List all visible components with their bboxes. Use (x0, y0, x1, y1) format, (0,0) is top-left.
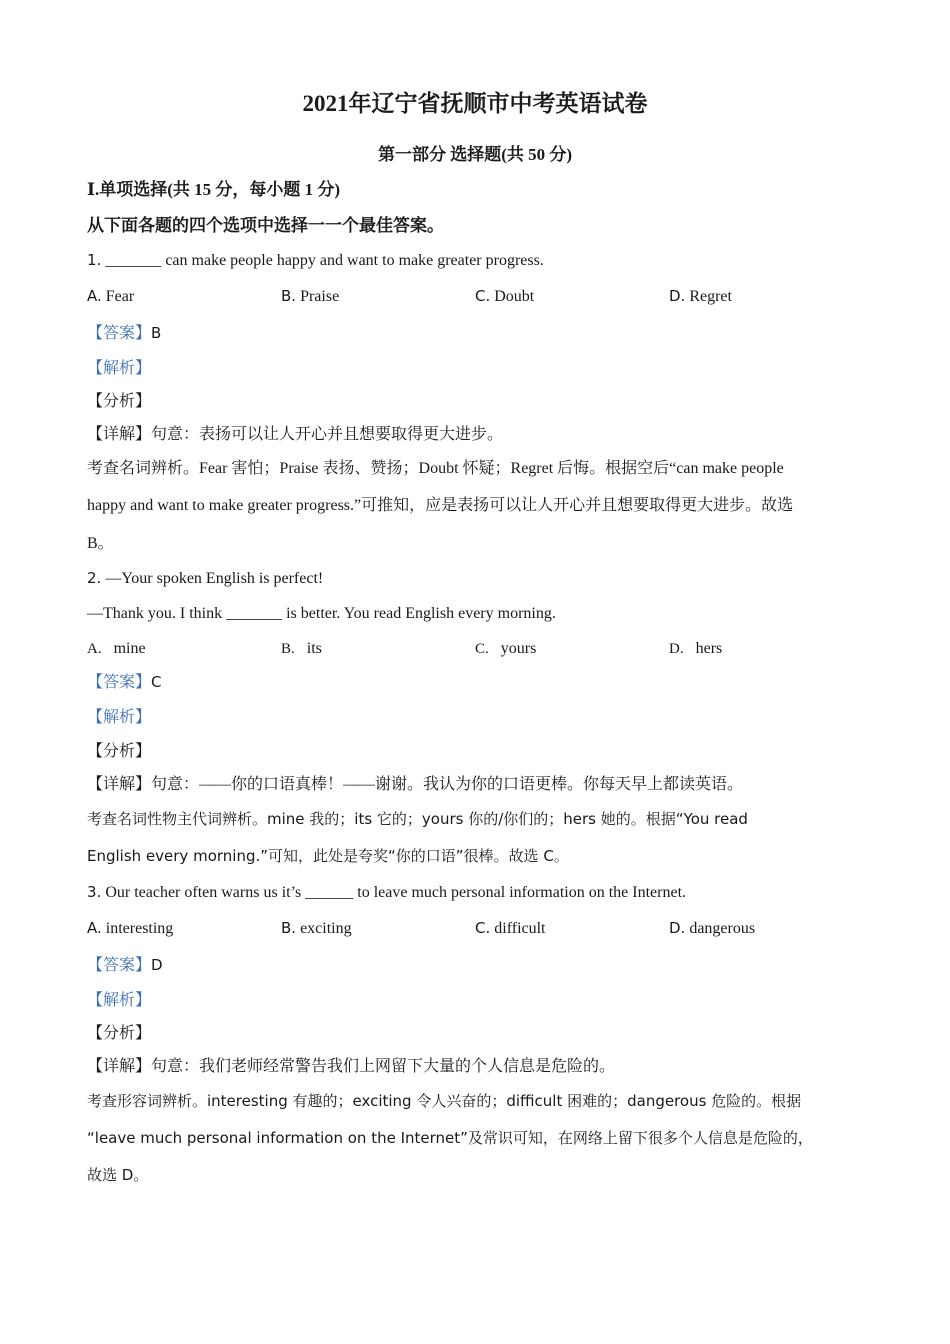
q2-detail (87, 775, 743, 795)
option-letter: C. (475, 641, 489, 657)
detail-label: 【详解】 (87, 426, 152, 443)
option-text: Doubt (494, 288, 535, 305)
answer-value: B (151, 324, 162, 342)
detail-label: 【详解】 (87, 1058, 152, 1075)
part-heading: 第一部分 选择题(共 50 分) (377, 145, 573, 164)
q3-option-b (281, 918, 352, 939)
option-letter: A. (87, 641, 102, 657)
q2-explanation-line-1: 考查名词性物主代词辨析。mine 我的；its 它的；yours 你的/你们的；hers 她的。根据“You read (87, 810, 748, 828)
option-text: its (306, 640, 322, 657)
option-text: interesting (105, 920, 174, 937)
option-text: mine (113, 640, 146, 657)
answer-label: 【答案】 (87, 674, 152, 691)
q3-answer (87, 955, 163, 976)
option-text: difficult (494, 920, 546, 937)
q1-option-c (475, 286, 534, 307)
question-3 (87, 882, 686, 903)
question-text: _______ can make people happy and want to make greater progress. (105, 252, 544, 269)
q3-option-c (475, 918, 546, 939)
option-letter: B. (281, 287, 297, 305)
detail-text: 句意：——你的口语真棒！——谢谢。我认为你的口语更棒。你每天早上都读英语。 (151, 776, 744, 793)
option-text: dangerous (689, 920, 756, 937)
option-letter: D. (669, 919, 686, 937)
q3-option-a (87, 918, 173, 939)
q1-option-a (87, 286, 134, 307)
option-text: exciting (300, 920, 352, 937)
q2-option-b (281, 639, 322, 659)
q3-analysis-label: 【分析】 (87, 1025, 152, 1042)
question-number: 1. (87, 251, 102, 269)
option-letter: C. (475, 919, 491, 937)
question-text: —Your spoken English is perfect! (105, 570, 324, 587)
option-text: yours (500, 640, 537, 657)
detail-text: 句意：表扬可以让人开心并且想要取得更大进步。 (151, 426, 504, 443)
q1-option-b (281, 286, 339, 307)
q3-detail (87, 1057, 615, 1077)
q3-explain-label: 【解析】 (87, 992, 152, 1009)
q2-dialogue-line-2: —Thank you. I think _______ is better. You read English every morning. (87, 605, 556, 622)
q1-detail (87, 425, 503, 445)
q1-analysis-label: 【分析】 (87, 393, 152, 410)
option-text: Fear (105, 288, 135, 305)
q1-answer (87, 323, 161, 344)
answer-value: C (151, 673, 162, 691)
q2-explain-label: 【解析】 (87, 709, 152, 726)
answer-value: D (151, 956, 163, 974)
question-number: 3. (87, 883, 102, 901)
detail-label: 【详解】 (87, 776, 152, 793)
question-1 (87, 250, 544, 271)
option-text: hers (695, 640, 723, 657)
q2-option-a (87, 639, 146, 659)
q1-explanation-line-3: B。 (87, 535, 114, 552)
q3-explanation-line-2: “leave much personal information on the Internet”及常识可知，在网络上留下很多个人信息是危险的， (87, 1129, 813, 1147)
question-number: 2. (87, 569, 102, 587)
page-title: 2021年辽宁省抚顺市中考英语试卷 (302, 91, 648, 116)
option-letter: A. (87, 919, 102, 937)
answer-label: 【答案】 (87, 957, 152, 974)
answer-label: 【答案】 (87, 325, 152, 342)
question-2 (87, 568, 323, 589)
q1-explanation-line-1: 考查名词辨析。Fear 害怕；Praise 表扬、赞扬；Doubt 怀疑；Regret 后悔。根据空后“can make people (87, 460, 784, 477)
q2-answer (87, 672, 162, 693)
option-letter: C. (475, 287, 491, 305)
instruction-text: 从下面各题的四个选项中选择一一个最佳答案。 (87, 216, 444, 235)
q2-option-c (475, 639, 536, 659)
option-letter: D. (669, 641, 684, 657)
option-text: Praise (300, 288, 340, 305)
q2-explanation-line-2: English every morning.”可知，此处是夸奖“你的口语”很棒。故选 C。 (87, 847, 569, 865)
detail-text: 句意：我们老师经常警告我们上网留下大量的个人信息是危险的。 (151, 1058, 616, 1075)
option-letter: A. (87, 287, 102, 305)
q3-option-d (669, 918, 755, 939)
q3-explanation-line-1: 考查形容词辨析。interesting 有趣的；exciting 令人兴奋的；difficult 困难的；dangerous 危险的。根据 (87, 1092, 802, 1110)
question-text: Our teacher often warns us it’s ______ to leave much personal information on the Internet. (105, 884, 687, 901)
option-text: Regret (689, 288, 732, 305)
option-letter: B. (281, 919, 297, 937)
q1-explain-label: 【解析】 (87, 360, 152, 377)
q2-option-d (669, 639, 722, 659)
q1-explanation-line-2: happy and want to make greater progress.”可推知，应是表扬可以让人开心并且想要取得更大进步。故选 (87, 497, 794, 514)
section-heading: Ⅰ.单项选择(共 15 分，每小题 1 分) (87, 180, 341, 199)
option-letter: B. (281, 641, 295, 657)
q1-option-d (669, 286, 732, 307)
q3-explanation-line-3: 故选 D。 (87, 1166, 149, 1184)
option-letter: D. (669, 287, 686, 305)
q2-analysis-label: 【分析】 (87, 743, 152, 760)
